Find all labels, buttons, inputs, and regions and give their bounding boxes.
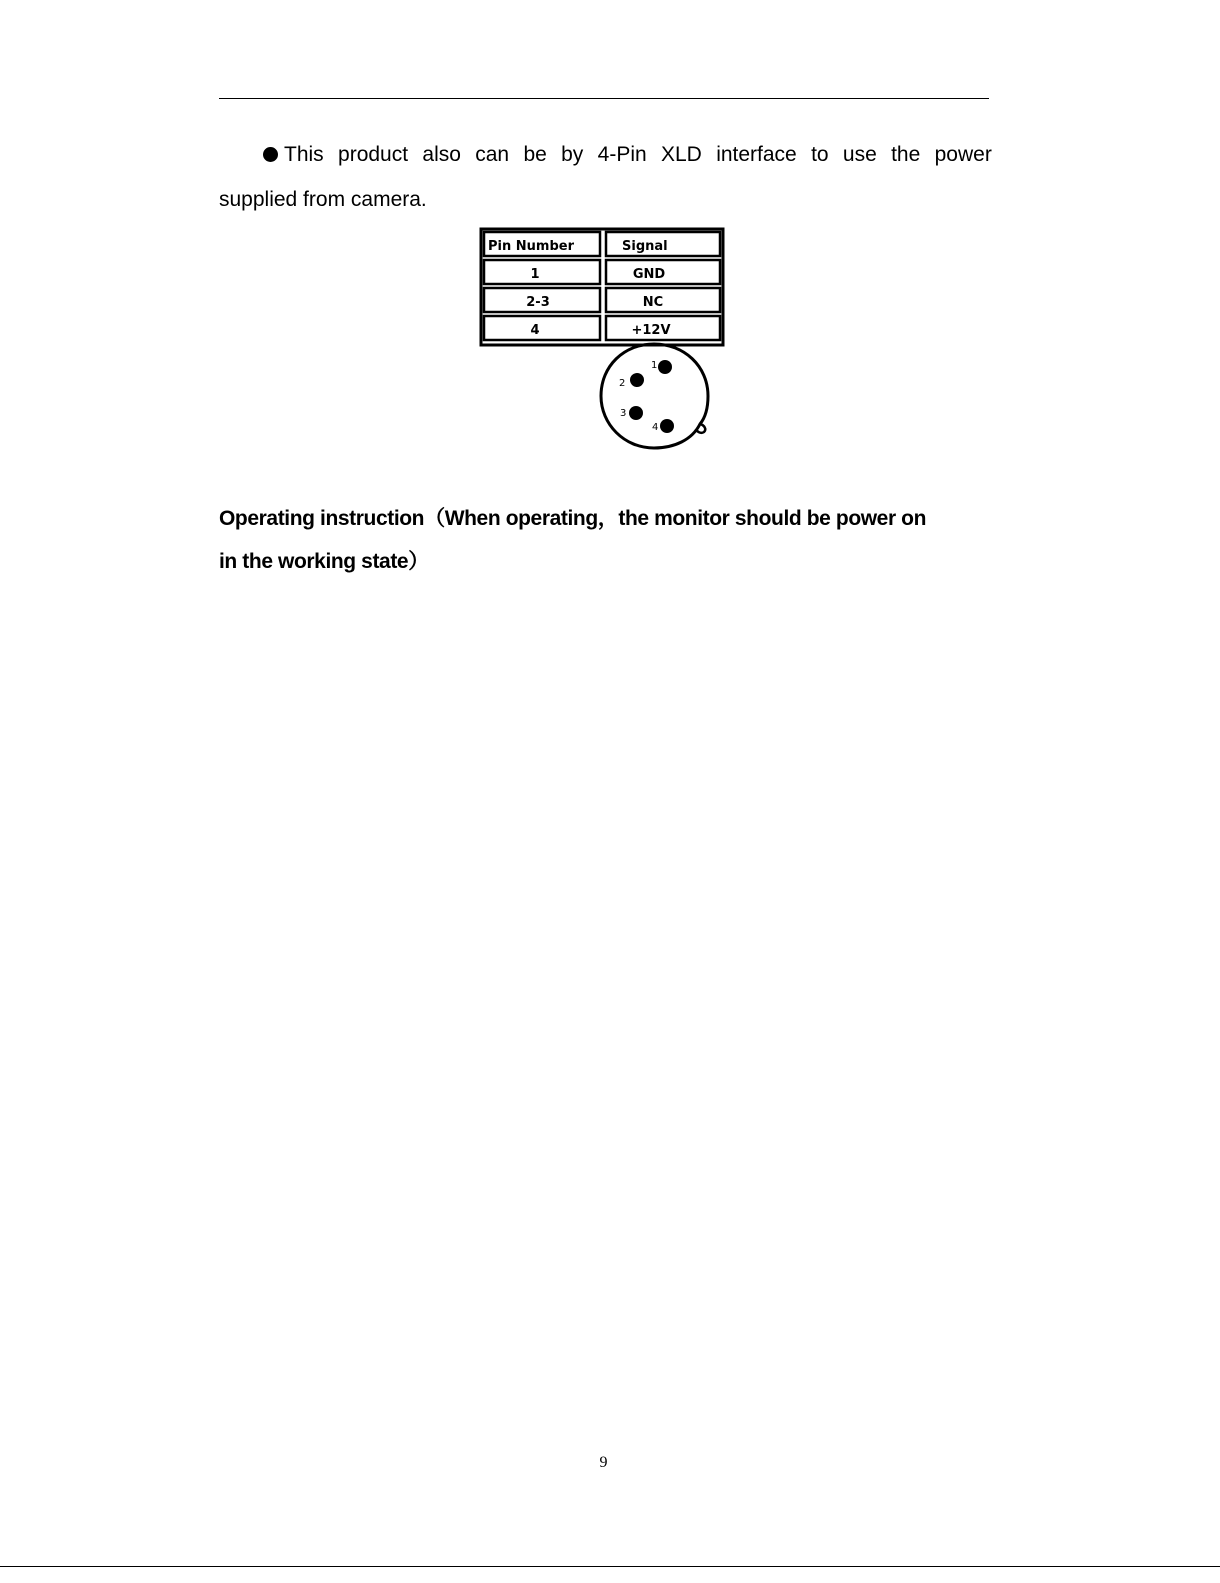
- word-12: the: [891, 143, 921, 166]
- word-3: also: [422, 143, 461, 166]
- pin-2-label: 2: [619, 378, 626, 389]
- word-4: can: [475, 143, 510, 166]
- footer-rule: [0, 1566, 1220, 1567]
- pin-table-header-signal: Signal: [622, 239, 668, 254]
- operating-instruction-heading-line-2: in the working state）: [219, 550, 429, 573]
- pin-table-cell: [484, 260, 600, 284]
- pin-4-label: 4: [652, 422, 659, 433]
- pin-table-cell-pin: 1: [530, 267, 540, 282]
- header-rule: [219, 98, 989, 99]
- word-13: power: [934, 143, 992, 166]
- word-5: be: [523, 143, 547, 166]
- pin-table-header-pin: Pin Number: [488, 239, 574, 254]
- power-paragraph-line-1: [219, 133, 992, 177]
- pin-4-dot: [660, 419, 674, 433]
- word-7: 4-Pin: [597, 143, 647, 166]
- bullet-icon: [263, 147, 278, 162]
- pin-2-dot: [630, 373, 644, 387]
- page-number: 9: [599, 1454, 608, 1471]
- pin-table-cell-pin: 2-3: [526, 295, 550, 310]
- pin-diagram: [478, 226, 728, 452]
- pin-diagram-figure: [478, 226, 728, 452]
- power-paragraph-line-2: supplied from camera.: [219, 188, 427, 211]
- word-2: product: [338, 143, 409, 166]
- pin-3-dot: [629, 406, 643, 420]
- pin-3-label: 3: [620, 408, 627, 419]
- pin-table-cell-pin: 4: [530, 323, 540, 338]
- pin-1-dot: [658, 360, 672, 374]
- pin-table-cell-signal: NC: [642, 295, 664, 310]
- pin-1-label: 1: [651, 360, 658, 371]
- word-11: use: [842, 143, 877, 166]
- operating-instruction-heading: Operating instruction（When operating，the monitor should be power on: [219, 507, 927, 530]
- word-10: to: [811, 143, 829, 166]
- pin-table-cell-signal: GND: [632, 267, 666, 282]
- pin-table-cell-signal: +12V: [631, 323, 671, 338]
- word-6: by: [561, 143, 584, 166]
- pin-table-cell: [484, 316, 600, 340]
- word-8: XLD: [661, 143, 702, 166]
- word-1: This: [263, 133, 324, 177]
- word-9: interface: [716, 143, 797, 166]
